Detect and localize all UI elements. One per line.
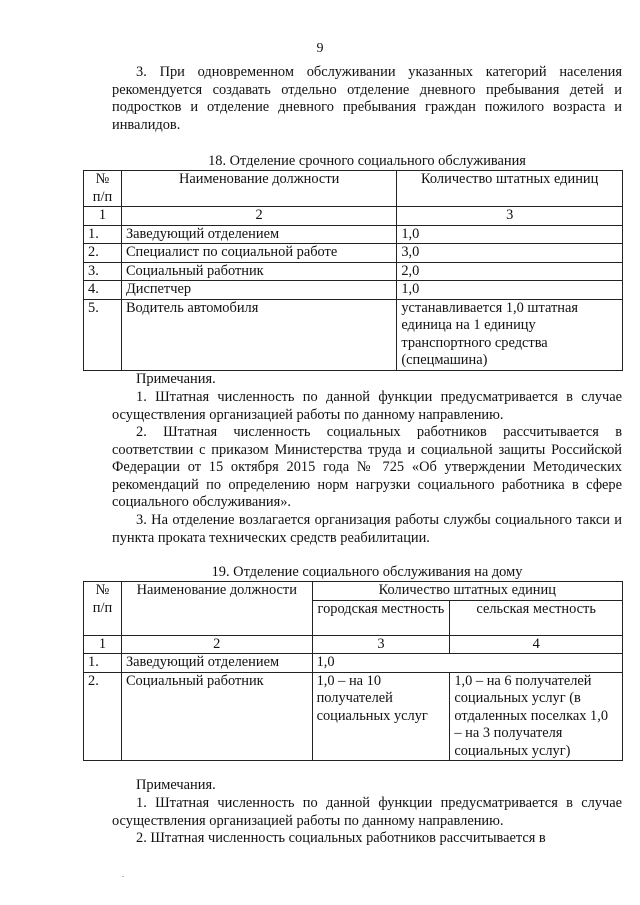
row-name: Заведующий отделением — [121, 654, 312, 673]
row-count: 2,0 — [397, 262, 623, 281]
colnum-3: 3 — [397, 207, 623, 226]
row-num: 2. — [84, 672, 122, 761]
section18-table — [83, 170, 623, 371]
table-colnum-row — [84, 635, 623, 654]
section18-note-3: 3. На отделение возлагается организация работы службы социального такси и пункта проката технических средств реабилитации. — [112, 512, 622, 546]
scan-speck — [122, 876, 124, 877]
row-count: 3,0 — [397, 244, 623, 263]
row-name: Заведующий отделением — [121, 225, 396, 244]
colnum-4: 4 — [450, 635, 623, 654]
section18-note-1: 1. Штатная численность по данной функции предусматривается в случае осуществления организацией работы по данному направлению. — [112, 389, 622, 423]
header-num: № п/п — [84, 582, 122, 636]
section18-notes-heading: Примечания. — [136, 371, 216, 387]
table-row — [84, 672, 623, 761]
colnum-3: 3 — [312, 635, 450, 654]
row-num: 1. — [84, 225, 122, 244]
table-row — [84, 262, 623, 281]
row-name: Водитель автомобиля — [121, 299, 396, 370]
row-count-merged: 1,0 — [312, 654, 622, 673]
header-name: Наименование должности — [121, 171, 396, 207]
header-count: Количество штатных единиц — [397, 171, 623, 207]
section19-title: 19. Отделение социального обслуживания на дому — [211, 564, 523, 580]
table-row — [84, 654, 623, 673]
row-num: 3. — [84, 262, 122, 281]
intro-paragraph: 3. При одновременном обслуживании указанных категорий населения рекомендуется создавать отдельно отделение дневного пребывания детей и подростков и отделение дневного пребывания граждан пожилого возраста и инвалидов. — [112, 64, 622, 133]
row-num: 1. — [84, 654, 122, 673]
table-row — [84, 244, 623, 263]
row-name: Диспетчер — [121, 281, 396, 300]
colnum-1: 1 — [84, 635, 122, 654]
header-num: № п/п — [84, 171, 122, 207]
row-num: 2. — [84, 244, 122, 263]
page-number: 9 — [316, 41, 324, 56]
row-name: Специалист по социальной работе — [121, 244, 396, 263]
table-row — [84, 299, 623, 370]
section19-notes-heading: Примечания. — [136, 777, 216, 793]
table-header-row — [84, 582, 623, 601]
table-row — [84, 225, 623, 244]
section19-table — [83, 581, 623, 761]
table-header-row — [84, 171, 623, 207]
header-name: Наименование должности — [121, 582, 312, 636]
row-count: устанавливается 1,0 штатная единица на 1 единицу транспортного средства (спецмашина) — [397, 299, 623, 370]
table-row — [84, 281, 623, 300]
row-count: 1,0 — [397, 281, 623, 300]
header-rural: сельская местность — [450, 600, 623, 635]
row-name: Социальный работник — [121, 262, 396, 281]
section18-title: 18. Отделение срочного социального обслуживания — [208, 153, 526, 169]
header-urban: городская местность — [312, 600, 450, 635]
section19-note-1: 1. Штатная численность по данной функции предусматривается в случае осуществления организацией работы по данному направлению. — [112, 795, 622, 829]
row-num: 4. — [84, 281, 122, 300]
row-urban: 1,0 – на 10 получателей социальных услуг — [312, 672, 450, 761]
colnum-2: 2 — [121, 635, 312, 654]
section19-note-2: 2. Штатная численность социальных работников рассчитывается в — [136, 830, 546, 846]
table-colnum-row — [84, 207, 623, 226]
row-name: Социальный работник — [121, 672, 312, 761]
colnum-2: 2 — [121, 207, 396, 226]
colnum-1: 1 — [84, 207, 122, 226]
section18-note-2: 2. Штатная численность социальных работников рассчитывается в соответствии с приказом Министерства труда и социальной защиты Российской Федерации от 15 октября 2015 года № 725 «Об утверждении Методических рекомендаций по определению норм нагрузки социального работника в сфере социального обслуживания». — [112, 424, 622, 510]
row-rural: 1,0 – на 6 получателей социальных услуг (в отдаленных поселках 1,0 – на 3 получателя социальных услуг) — [450, 672, 623, 761]
row-num: 5. — [84, 299, 122, 370]
row-count: 1,0 — [397, 225, 623, 244]
header-count: Количество штатных единиц — [312, 582, 622, 601]
